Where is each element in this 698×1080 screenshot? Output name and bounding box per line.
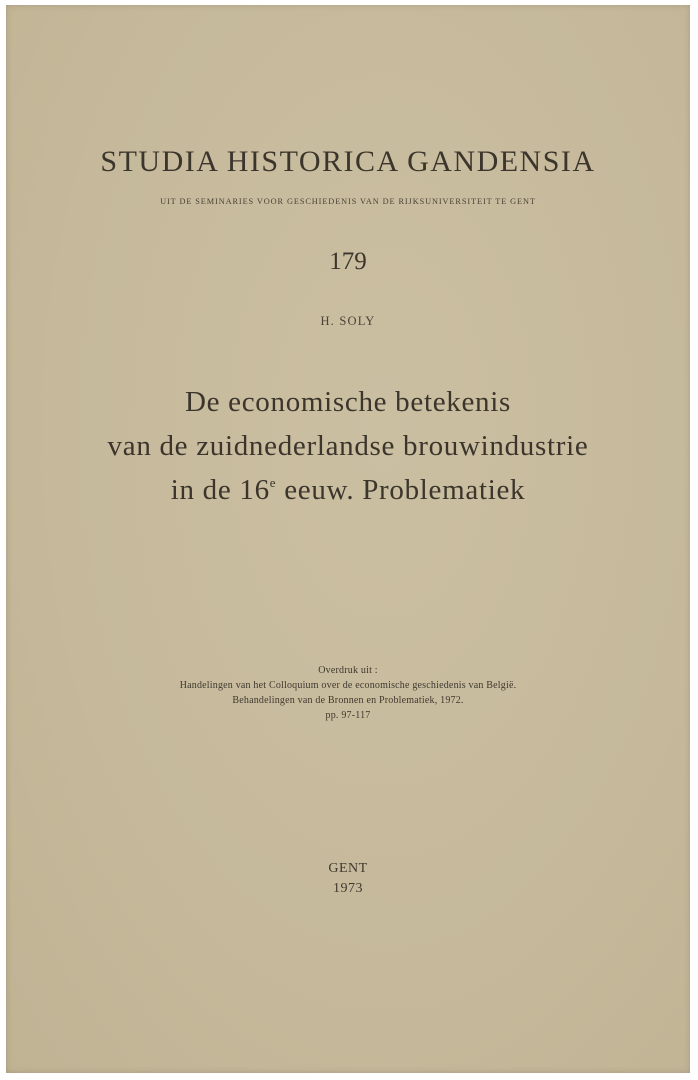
offprint-line-4: pp. 97-117 <box>325 710 371 721</box>
main-title-line-3-end: eeuw. Problematiek <box>276 474 526 506</box>
main-title-superscript: e <box>269 475 277 490</box>
series-title: STUDIA HISTORICA GANDENSIA <box>100 145 596 178</box>
series-subtitle: UIT DE SEMINARIES VOOR GESCHIEDENIS VAN DE RIJKSUNIVERSITEIT TE GENT <box>160 197 536 206</box>
offprint-line-2: Handelingen van het Colloquium over de economische geschiedenis van België. <box>179 680 517 691</box>
main-title-line-2: van de zuidnederlandse brouwindustrie <box>107 430 589 462</box>
offprint-note <box>6 663 690 723</box>
main-title-line-3-start: in de 16 <box>170 474 270 506</box>
main-title-line-1: De economische betekenis <box>184 386 511 418</box>
offprint-line-3: Behandelingen van de Bronnen en Problematiek, 1972. <box>232 695 464 706</box>
offprint-line-1: Overdruk uit : <box>318 665 378 676</box>
author-name: H. SOLY <box>320 314 376 328</box>
imprint-city: GENT <box>328 861 368 876</box>
imprint-year: 1973 <box>333 881 363 896</box>
book-cover <box>6 5 690 1073</box>
main-title-line-3 <box>6 468 690 512</box>
main-title <box>6 380 690 512</box>
imprint <box>6 859 690 899</box>
series-number: 179 <box>329 248 367 275</box>
